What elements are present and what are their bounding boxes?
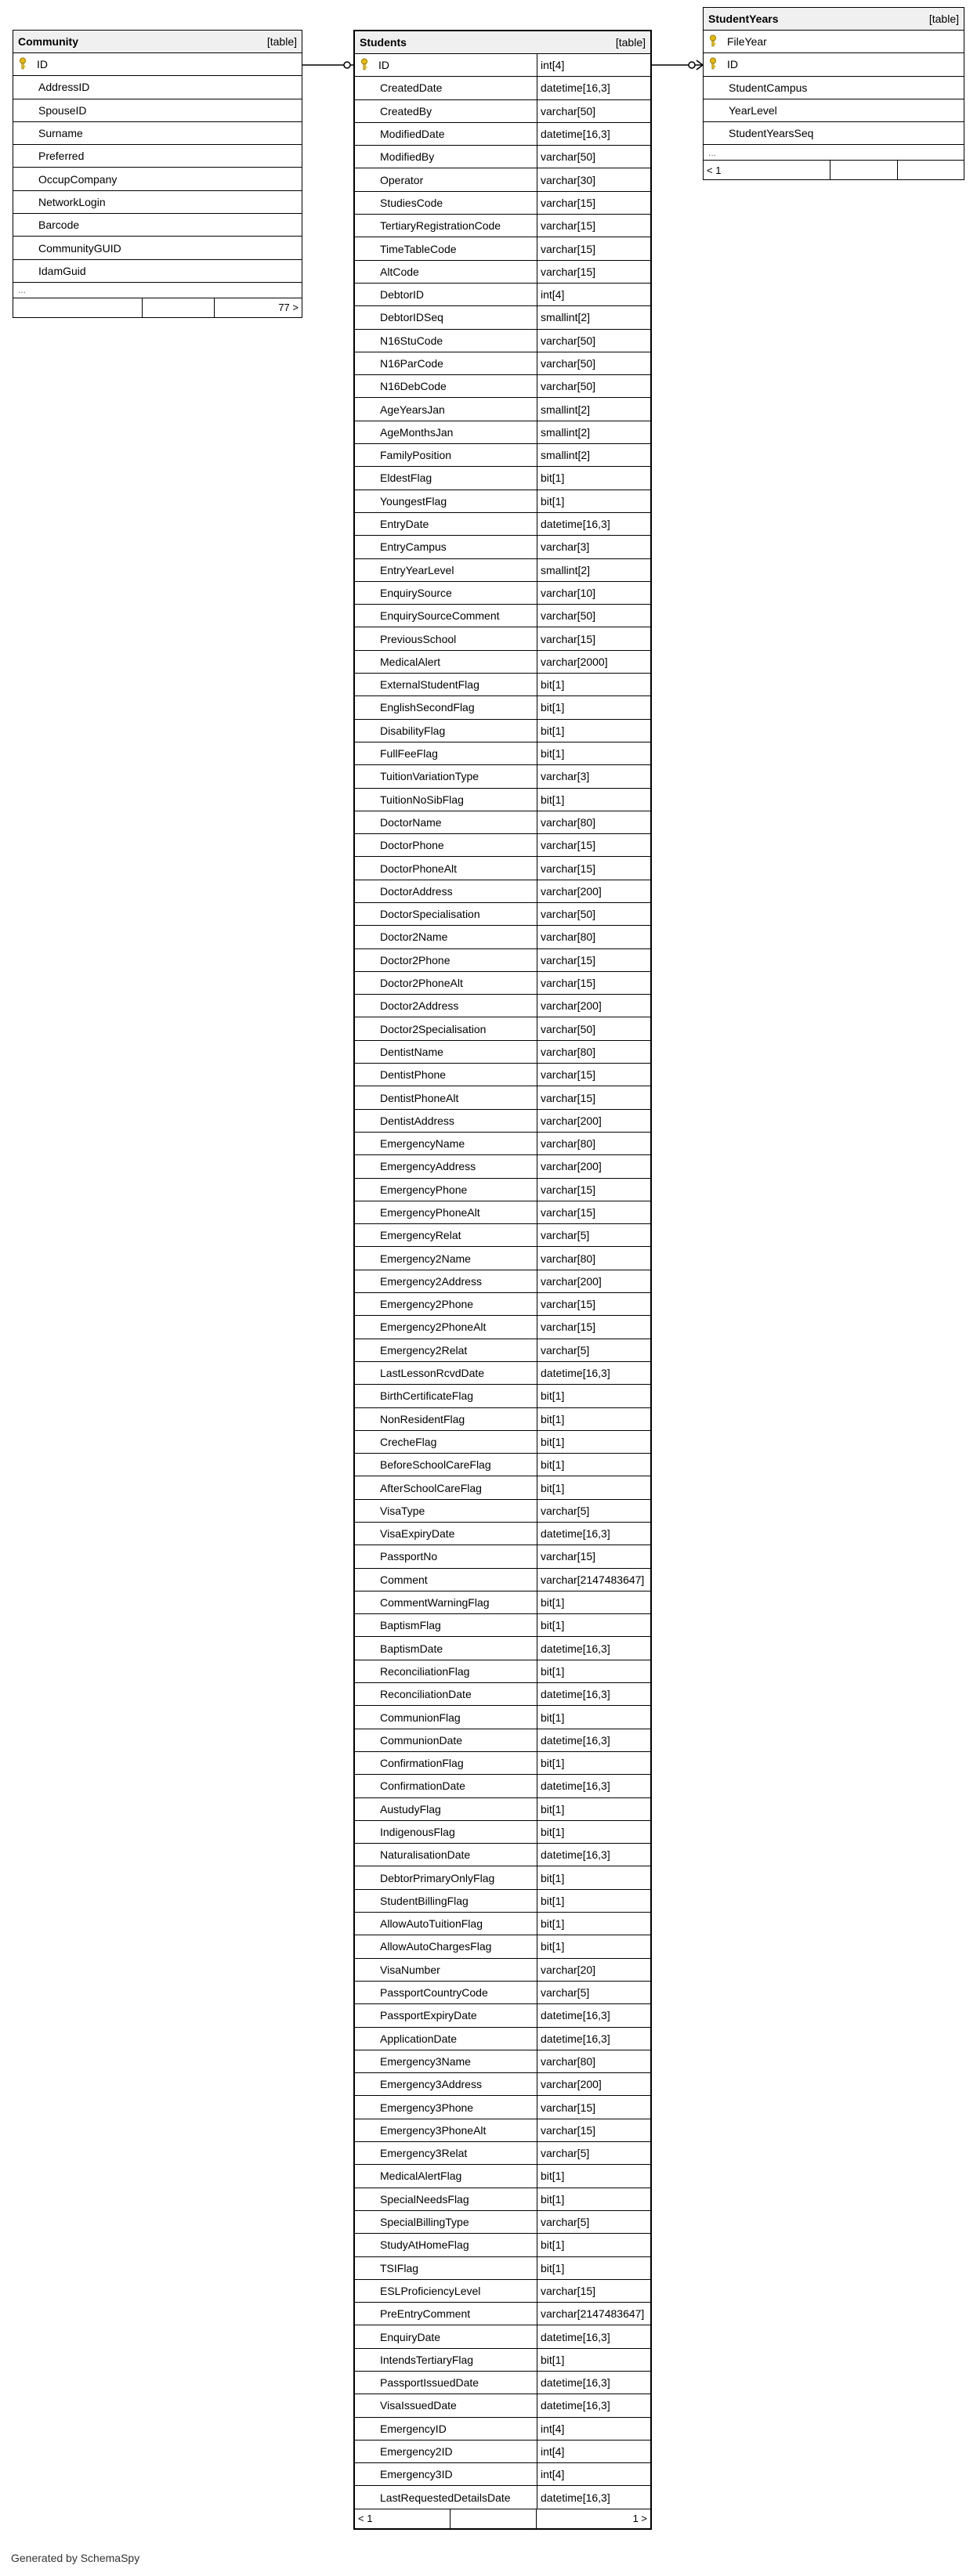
column-name: N16DebCode [380, 380, 447, 393]
table-name: Students [360, 36, 407, 49]
column-name: BeforeSchoolCareFlag [380, 1458, 491, 1472]
column-name: PreviousSchool [380, 632, 457, 645]
column-type: varchar[15] [537, 1316, 650, 1338]
table-tag: [table] [266, 35, 297, 48]
column-name: CommunionDate [380, 1733, 463, 1747]
column-name: Emergency3Address [380, 2078, 482, 2091]
column-type: varchar[15] [537, 2119, 650, 2141]
table-ellipsis: ... [704, 145, 964, 161]
column-name: NetworkLogin [38, 195, 106, 208]
column-type: varchar[200] [537, 1270, 650, 1292]
column-type: varchar[15] [537, 834, 650, 856]
column-name: Emergency3Relat [380, 2147, 468, 2160]
column-name: ModifiedBy [380, 150, 435, 164]
column-type: varchar[5] [537, 1224, 650, 1246]
column-name: TimeTableCode [380, 242, 457, 255]
table-tag: [table] [615, 36, 646, 49]
column-name: StudyAtHomeFlag [380, 2238, 469, 2252]
column-type: datetime[16,3] [537, 123, 650, 145]
column-name: EntryCampus [380, 540, 447, 554]
column-type: varchar[80] [537, 1041, 650, 1063]
column-type: varchar[200] [537, 995, 650, 1017]
column-type: varchar[50] [537, 1017, 650, 1039]
column-name: MedicalAlert [380, 655, 441, 668]
column-type: varchar[15] [537, 1086, 650, 1108]
column-type: varchar[5] [537, 2211, 650, 2233]
column-name: DentistAddress [380, 1114, 454, 1127]
column-name: ConfirmationDate [380, 1779, 465, 1793]
column-name: N16ParCode [380, 357, 443, 370]
column-type: varchar[50] [537, 352, 650, 374]
column-type: bit[1] [537, 1476, 650, 1498]
column-name: Emergency2PhoneAlt [380, 1321, 487, 1334]
column-name: TSIFlag [380, 2261, 419, 2274]
column-type: bit[1] [537, 1706, 650, 1728]
column-name: Barcode [38, 219, 80, 232]
column-type: bit[1] [537, 742, 650, 764]
column-name: LastLessonRcvdDate [380, 1367, 485, 1380]
column-type: bit[1] [537, 1431, 650, 1453]
column-name: ReconciliationFlag [380, 1664, 470, 1678]
column-name: EntryDate [380, 518, 429, 531]
column-name: DentistPhone [380, 1068, 447, 1082]
column-type: bit[1] [537, 1454, 650, 1476]
column-name: NonResidentFlag [380, 1412, 465, 1425]
column-name: Emergency2Relat [380, 1343, 468, 1357]
column-type: datetime[16,3] [537, 1729, 650, 1751]
column-type: varchar[15] [537, 949, 650, 971]
column-type: varchar[5] [537, 2142, 650, 2164]
column-type: varchar[15] [537, 2096, 650, 2118]
column-name: SpecialBillingType [380, 2216, 469, 2229]
column-name: CrecheFlag [380, 1435, 437, 1448]
column-type: bit[1] [537, 2234, 650, 2256]
column-type: varchar[15] [537, 215, 650, 237]
footer-left-count[interactable]: < 1 [704, 161, 830, 179]
column-type: varchar[15] [537, 192, 650, 214]
column-name: Surname [38, 127, 83, 140]
column-name: VisaType [380, 1504, 425, 1517]
footer-right-count[interactable]: 77 > [278, 302, 299, 314]
column-name: EmergencyPhoneAlt [380, 1205, 480, 1219]
column-name: Emergency3Name [380, 2054, 471, 2068]
column-name: Doctor2Name [380, 930, 448, 944]
column-name: DebtorPrimaryOnlyFlag [380, 1871, 495, 1884]
column-name: DisabilityFlag [380, 724, 446, 737]
column-name: CreatedDate [380, 81, 443, 95]
column-name: ID [727, 58, 738, 71]
column-name: Emergency2Phone [380, 1298, 474, 1311]
table-tag: [table] [928, 13, 959, 25]
column-name: AddressID [38, 81, 90, 94]
column-name: AltCode [380, 265, 419, 278]
column-name: Doctor2Phone [380, 953, 451, 966]
table-name: StudentYears [708, 13, 779, 25]
column-name: CommunityGUID [38, 241, 121, 255]
column-name: Emergency2Name [380, 1252, 471, 1265]
column-name: Doctor2Specialisation [380, 1022, 487, 1035]
column-type: datetime[16,3] [537, 1775, 650, 1797]
column-name: YearLevel [729, 104, 777, 117]
column-name: ID [378, 59, 389, 72]
relationship-students-studentyears [652, 60, 703, 70]
column-type: varchar[15] [537, 2280, 650, 2302]
column-name: EmergencyName [380, 1137, 465, 1151]
column-type: bit[1] [537, 720, 650, 742]
column-type: bit[1] [537, 1660, 650, 1682]
column-type: varchar[80] [537, 1247, 650, 1269]
column-name: DentistName [380, 1045, 443, 1058]
column-type: varchar[50] [537, 903, 650, 925]
column-name: EnquirySource [380, 586, 452, 599]
column-name: ReconciliationDate [380, 1688, 472, 1701]
column-type: int[4] [537, 2463, 650, 2485]
column-type: bit[1] [537, 696, 650, 718]
column-type: varchar[2000] [537, 651, 650, 673]
column-name: FileYear [727, 35, 767, 49]
column-type: int[4] [537, 2441, 650, 2462]
column-type: datetime[16,3] [537, 1637, 650, 1659]
column-name: IntendsTertiaryFlag [380, 2353, 474, 2366]
column-name: EnglishSecondFlag [380, 701, 475, 714]
column-name: AllowAutoChargesFlag [380, 1940, 492, 1953]
table-ellipsis: ... [13, 283, 302, 298]
column-name: AustudyFlag [380, 1802, 441, 1815]
column-name: IndigenousFlag [380, 1826, 455, 1838]
column-type: bit[1] [537, 1752, 650, 1774]
column-type: bit[1] [537, 490, 650, 512]
column-type: int[4] [537, 2418, 650, 2440]
column-type: varchar[50] [537, 146, 650, 168]
column-type: bit[1] [537, 2165, 650, 2187]
column-name: StudiesCode [380, 196, 443, 209]
column-type: datetime[16,3] [537, 2004, 650, 2026]
column-name: PassportIssuedDate [380, 2376, 479, 2390]
column-name: PassportCountryCode [380, 1986, 488, 2000]
column-name: EmergencyRelat [380, 1229, 461, 1242]
column-name: LastRequestedDetailsDate [380, 2491, 511, 2504]
column-type: int[4] [537, 284, 650, 305]
column-type: varchar[15] [537, 972, 650, 994]
column-type: bit[1] [537, 674, 650, 695]
column-name: EmergencyAddress [380, 1160, 476, 1173]
column-type: datetime[16,3] [537, 1844, 650, 1866]
column-name: Preferred [38, 150, 85, 163]
column-name: BirthCertificateFlag [380, 1389, 474, 1403]
table-name: Community [18, 35, 78, 48]
column-type: bit[1] [537, 1866, 650, 1888]
column-type: datetime[16,3] [537, 2325, 650, 2347]
column-name: StudentBillingFlag [380, 1894, 469, 1907]
column-name: Emergency3PhoneAlt [380, 2123, 487, 2137]
column-name: AllowAutoTuitionFlag [380, 1917, 483, 1931]
column-type: bit[1] [537, 2349, 650, 2371]
column-type: varchar[30] [537, 168, 650, 190]
column-type: int[4] [537, 54, 650, 76]
column-type: bit[1] [537, 1821, 650, 1843]
column-type: datetime[16,3] [537, 2486, 650, 2508]
column-name: ApplicationDate [380, 2032, 458, 2045]
column-type: bit[1] [537, 1614, 650, 1636]
column-name: AgeMonthsJan [380, 425, 454, 439]
column-type: bit[1] [537, 2257, 650, 2279]
column-name: EldestFlag [380, 471, 432, 485]
column-type: smallint[2] [537, 559, 650, 581]
column-name: VisaNumber [380, 1963, 440, 1976]
column-type: varchar[200] [537, 2073, 650, 2095]
column-type: bit[1] [537, 467, 650, 489]
column-name: DoctorName [380, 815, 442, 829]
column-type: varchar[15] [537, 1545, 650, 1567]
column-name: ESLProficiencyLevel [380, 2284, 481, 2297]
column-type: varchar[200] [537, 1155, 650, 1177]
column-name: OccupCompany [38, 172, 118, 186]
column-name: DoctorSpecialisation [380, 908, 480, 921]
column-name: PassportNo [380, 1550, 438, 1563]
column-type: varchar[80] [537, 2050, 650, 2072]
column-name: NaturalisationDate [380, 1848, 471, 1862]
column-type: datetime[16,3] [537, 1683, 650, 1705]
footer-right-count[interactable]: 1 > [632, 2513, 647, 2525]
column-type: bit[1] [537, 1408, 650, 1430]
column-type: varchar[200] [537, 880, 650, 902]
column-type: varchar[200] [537, 1110, 650, 1132]
column-name: FullFeeFlag [380, 747, 438, 761]
column-name: N16StuCode [380, 334, 443, 347]
column-name: SpecialNeedsFlag [380, 2192, 469, 2206]
column-type: varchar[2147483647] [537, 1569, 650, 1591]
column-name: CreatedBy [380, 104, 432, 117]
column-type: varchar[15] [537, 1064, 650, 1086]
column-name: Emergency2ID [380, 2445, 453, 2459]
column-name: TertiaryRegistrationCode [380, 219, 501, 233]
column-type: varchar[80] [537, 1133, 650, 1154]
column-name: MedicalAlertFlag [380, 2170, 462, 2183]
column-name: PassportExpiryDate [380, 2009, 477, 2022]
column-name: Comment [380, 1573, 428, 1586]
column-name: ConfirmationFlag [380, 1757, 464, 1770]
column-name: AfterSchoolCareFlag [380, 1481, 482, 1494]
column-name: DoctorPhoneAlt [380, 862, 458, 875]
column-name: DebtorIDSeq [380, 311, 443, 324]
column-type: varchar[15] [537, 627, 650, 649]
column-type: bit[1] [537, 1913, 650, 1935]
column-name: BaptismFlag [380, 1619, 441, 1632]
column-name: Emergency3ID [380, 2468, 453, 2481]
column-type: varchar[3] [537, 765, 650, 787]
column-type: varchar[5] [537, 1500, 650, 1522]
column-name: EnquirySourceComment [380, 609, 500, 623]
column-name: EntryYearLevel [380, 563, 454, 576]
column-type: bit[1] [537, 1890, 650, 1912]
column-name: EnquiryDate [380, 2330, 441, 2343]
column-type: varchar[15] [537, 261, 650, 283]
column-type: varchar[5] [537, 1339, 650, 1361]
column-type: varchar[15] [537, 1293, 650, 1315]
column-type: varchar[2147483647] [537, 2303, 650, 2325]
column-type: datetime[16,3] [537, 2394, 650, 2416]
column-type: datetime[16,3] [537, 513, 650, 535]
column-type: datetime[16,3] [537, 2028, 650, 2050]
column-type: smallint[2] [537, 421, 650, 443]
column-type: bit[1] [537, 1935, 650, 1957]
column-type: varchar[80] [537, 811, 650, 833]
column-name: CommentWarningFlag [380, 1596, 490, 1610]
column-name: Emergency2Address [380, 1274, 482, 1288]
column-type: varchar[15] [537, 1179, 650, 1201]
column-type: bit[1] [537, 789, 650, 811]
column-type: datetime[16,3] [537, 1523, 650, 1545]
column-type: smallint[2] [537, 398, 650, 420]
column-type: datetime[16,3] [537, 1362, 650, 1384]
column-type: bit[1] [537, 2188, 650, 2210]
column-name: ModifiedDate [380, 128, 445, 141]
column-name: ID [37, 58, 48, 71]
column-type: bit[1] [537, 1591, 650, 1613]
column-type: smallint[2] [537, 444, 650, 466]
footer-credit: Generated by SchemaSpy [11, 2552, 140, 2564]
column-name: TuitionVariationType [380, 770, 479, 783]
column-type: varchar[5] [537, 1982, 650, 2003]
column-type: varchar[50] [537, 375, 650, 397]
column-name: AgeYearsJan [380, 403, 445, 416]
column-type: varchar[50] [537, 330, 650, 352]
column-name: StudentYearsSeq [729, 127, 814, 140]
column-type: datetime[16,3] [537, 2372, 650, 2394]
column-name: EmergencyID [380, 2422, 447, 2435]
relationship-community-students [302, 62, 353, 68]
column-type: datetime[16,3] [537, 77, 650, 99]
column-name: IdamGuid [38, 264, 86, 277]
column-name: PreEntryComment [380, 2307, 471, 2321]
footer-left-count[interactable]: < 1 [355, 2509, 451, 2528]
column-name: VisaExpiryDate [380, 1527, 455, 1541]
column-type: varchar[15] [537, 857, 650, 879]
column-type: varchar[15] [537, 1201, 650, 1223]
column-name: DoctorPhone [380, 839, 444, 852]
column-name: StudentCampus [729, 81, 808, 94]
column-name: Doctor2Address [380, 999, 459, 1013]
column-name: DentistPhoneAlt [380, 1091, 459, 1104]
column-type: bit[1] [537, 1798, 650, 1820]
column-type: varchar[3] [537, 536, 650, 558]
column-name: SpouseID [38, 103, 87, 117]
column-type: varchar[50] [537, 100, 650, 122]
column-type: bit[1] [537, 1385, 650, 1407]
column-name: DoctorAddress [380, 884, 453, 898]
column-name: VisaIssuedDate [380, 2399, 457, 2412]
column-name: ExternalStudentFlag [380, 678, 479, 692]
column-type: varchar[20] [537, 1959, 650, 1981]
column-name: CommunionFlag [380, 1711, 461, 1724]
column-type: varchar[10] [537, 582, 650, 604]
column-type: varchar[50] [537, 605, 650, 627]
column-name: Operator [380, 173, 424, 186]
column-type: smallint[2] [537, 306, 650, 328]
column-type: varchar[15] [537, 237, 650, 259]
column-name: YoungestFlag [380, 494, 447, 508]
column-name: BaptismDate [380, 1642, 443, 1655]
column-name: TuitionNoSibFlag [380, 793, 464, 806]
column-name: DebtorID [380, 288, 425, 302]
column-name: Emergency3Phone [380, 2101, 474, 2114]
column-type: varchar[80] [537, 926, 650, 948]
column-name: Doctor2PhoneAlt [380, 977, 463, 990]
column-name: FamilyPosition [380, 449, 452, 462]
column-name: EmergencyPhone [380, 1183, 468, 1196]
